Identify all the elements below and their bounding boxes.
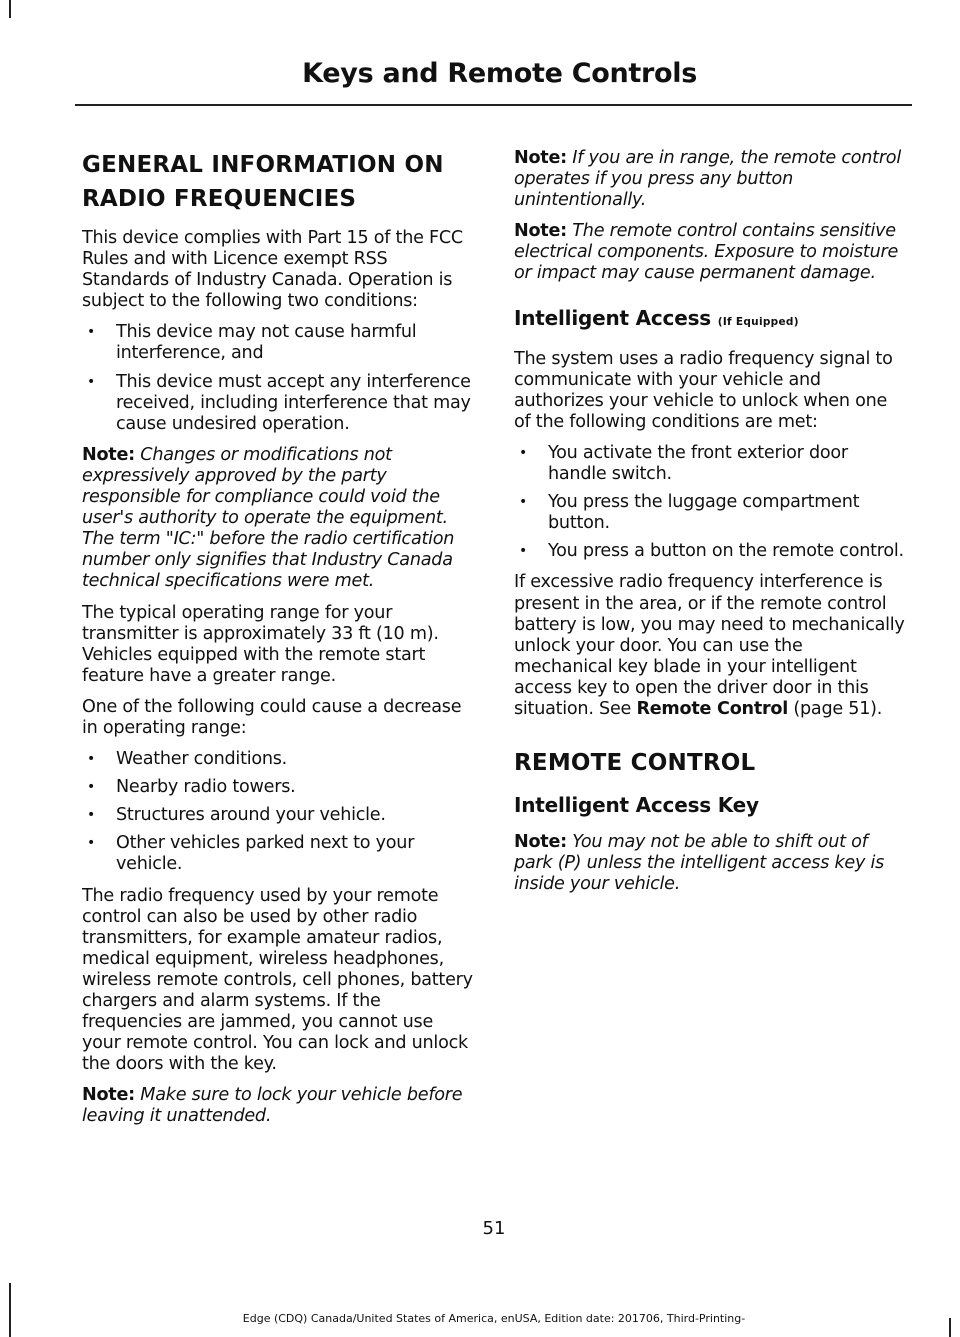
- if-equipped-tag: (If Equipped): [717, 315, 799, 328]
- compliance-paragraph: This device complies with Part 15 of the FCC Rules and with Licence exempt RSS Standards of Industry Canada. Operation is subject to the following two conditions:: [82, 228, 463, 312]
- note-text: If you are in range, the remote control operates if you press any button unintentionally.: [514, 148, 901, 211]
- list-item: • This device must accept any interference received, including interference that may cause undesired operation.: [82, 372, 474, 435]
- remote-control-cross-reference[interactable]: Remote Control: [636, 698, 789, 719]
- page-reference: (page 51).: [788, 698, 883, 719]
- subheading-intelligent-access: [514, 305, 906, 335]
- note-label: Note:: [82, 1085, 135, 1106]
- note-text: The remote control contains sensitive electrical components. Exposure to moisture or impact may cause permanent damage.: [514, 221, 899, 284]
- list-item: • You press a button on the remote control.: [514, 541, 906, 562]
- chapter-title: Keys and Remote Controls: [302, 58, 697, 89]
- heading-line-2: RADIO FREQUENCIES: [82, 186, 357, 212]
- note-label: Note:: [514, 832, 567, 853]
- note-text: Make sure to lock your vehicle before leaving it unattended.: [82, 1085, 463, 1127]
- note-text: Changes or modifications not expressively approved by the party responsible for compliance could void the user's authority to operate the equipment. The term "IC:" before the radio certification number only signifies that Industry Canada technical specifications were met.: [82, 444, 455, 592]
- list-item: • Structures around your vehicle.: [82, 805, 474, 826]
- section-heading-remote-control: REMOTE CONTROL: [514, 750, 756, 777]
- note-shift-park: [514, 832, 906, 895]
- intelligent-access-paragraph: The system uses a radio frequency signal to communicate with your vehicle and authorizes your vehicle to unlock when one of the following conditions are met:: [514, 348, 893, 432]
- note-lock-vehicle: [82, 1085, 474, 1127]
- crop-mark-bottom-left: [9, 1283, 11, 1337]
- left-column: [82, 148, 474, 1138]
- unlock-conditions-list: [514, 443, 906, 562]
- list-item: • Weather conditions.: [82, 749, 474, 770]
- interference-text: If excessive radio frequency interference is present in the area, or if the remote control battery is low, you may need to mechanically unlock your door. You can use the mechanical key blade in your intelligent access key to open the driver door in this situation. See: [514, 572, 905, 719]
- heading-line-1: GENERAL INFORMATION ON: [82, 152, 444, 178]
- range-paragraph: The typical operating range for your transmitter is approximately 33 ft (10 m). Vehicles equipped with the remote start feature have a greater range.: [82, 602, 439, 686]
- page-number: 51: [482, 1218, 506, 1239]
- edition-footer: Edge (CDQ) Canada/United States of America, enUSA, Edition date: 201706, Third-Printing-: [242, 1312, 746, 1325]
- conditions-list: [82, 322, 474, 434]
- note-label: Note:: [82, 444, 135, 465]
- list-item: • Other vehicles parked next to your vehicle.: [82, 833, 474, 875]
- list-item: • This device may not cause harmful interference, and: [82, 322, 474, 364]
- decrease-intro-paragraph: One of the following could cause a decrease in operating range:: [82, 696, 462, 738]
- interference-paragraph: [514, 572, 906, 720]
- note-sensitive-components: [514, 221, 906, 284]
- header-rule: [75, 104, 912, 106]
- crop-mark-top-left: [9, 0, 11, 18]
- list-item: • You activate the front exterior door handle switch.: [514, 443, 906, 485]
- note-label: Note:: [514, 148, 567, 168]
- note-range: [514, 148, 906, 211]
- note-modifications: [82, 445, 474, 593]
- section-heading-radio-frequencies: [82, 148, 474, 216]
- right-column: [514, 148, 906, 905]
- subheading-intelligent-access-key: Intelligent Access Key: [514, 793, 759, 818]
- causes-list: [82, 749, 474, 875]
- list-item: • You press the luggage compartment button.: [514, 492, 906, 534]
- note-label: Note:: [514, 221, 567, 242]
- list-item: • Nearby radio towers.: [82, 777, 474, 798]
- note-text: You may not be able to shift out of park (P) unless the intelligent access key is inside your vehicle.: [514, 832, 885, 895]
- frequency-paragraph: The radio frequency used by your remote control can also be used by other radio transmitters, for example amateur radios, medical equipment, wireless headphones, wireless remote controls, cell phones, battery chargers and alarm systems. If the frequencies are jammed, you cannot use your remote control. You can lock and unlock the doors with the key.: [82, 885, 473, 1075]
- subheading-text: Intelligent Access: [514, 305, 711, 330]
